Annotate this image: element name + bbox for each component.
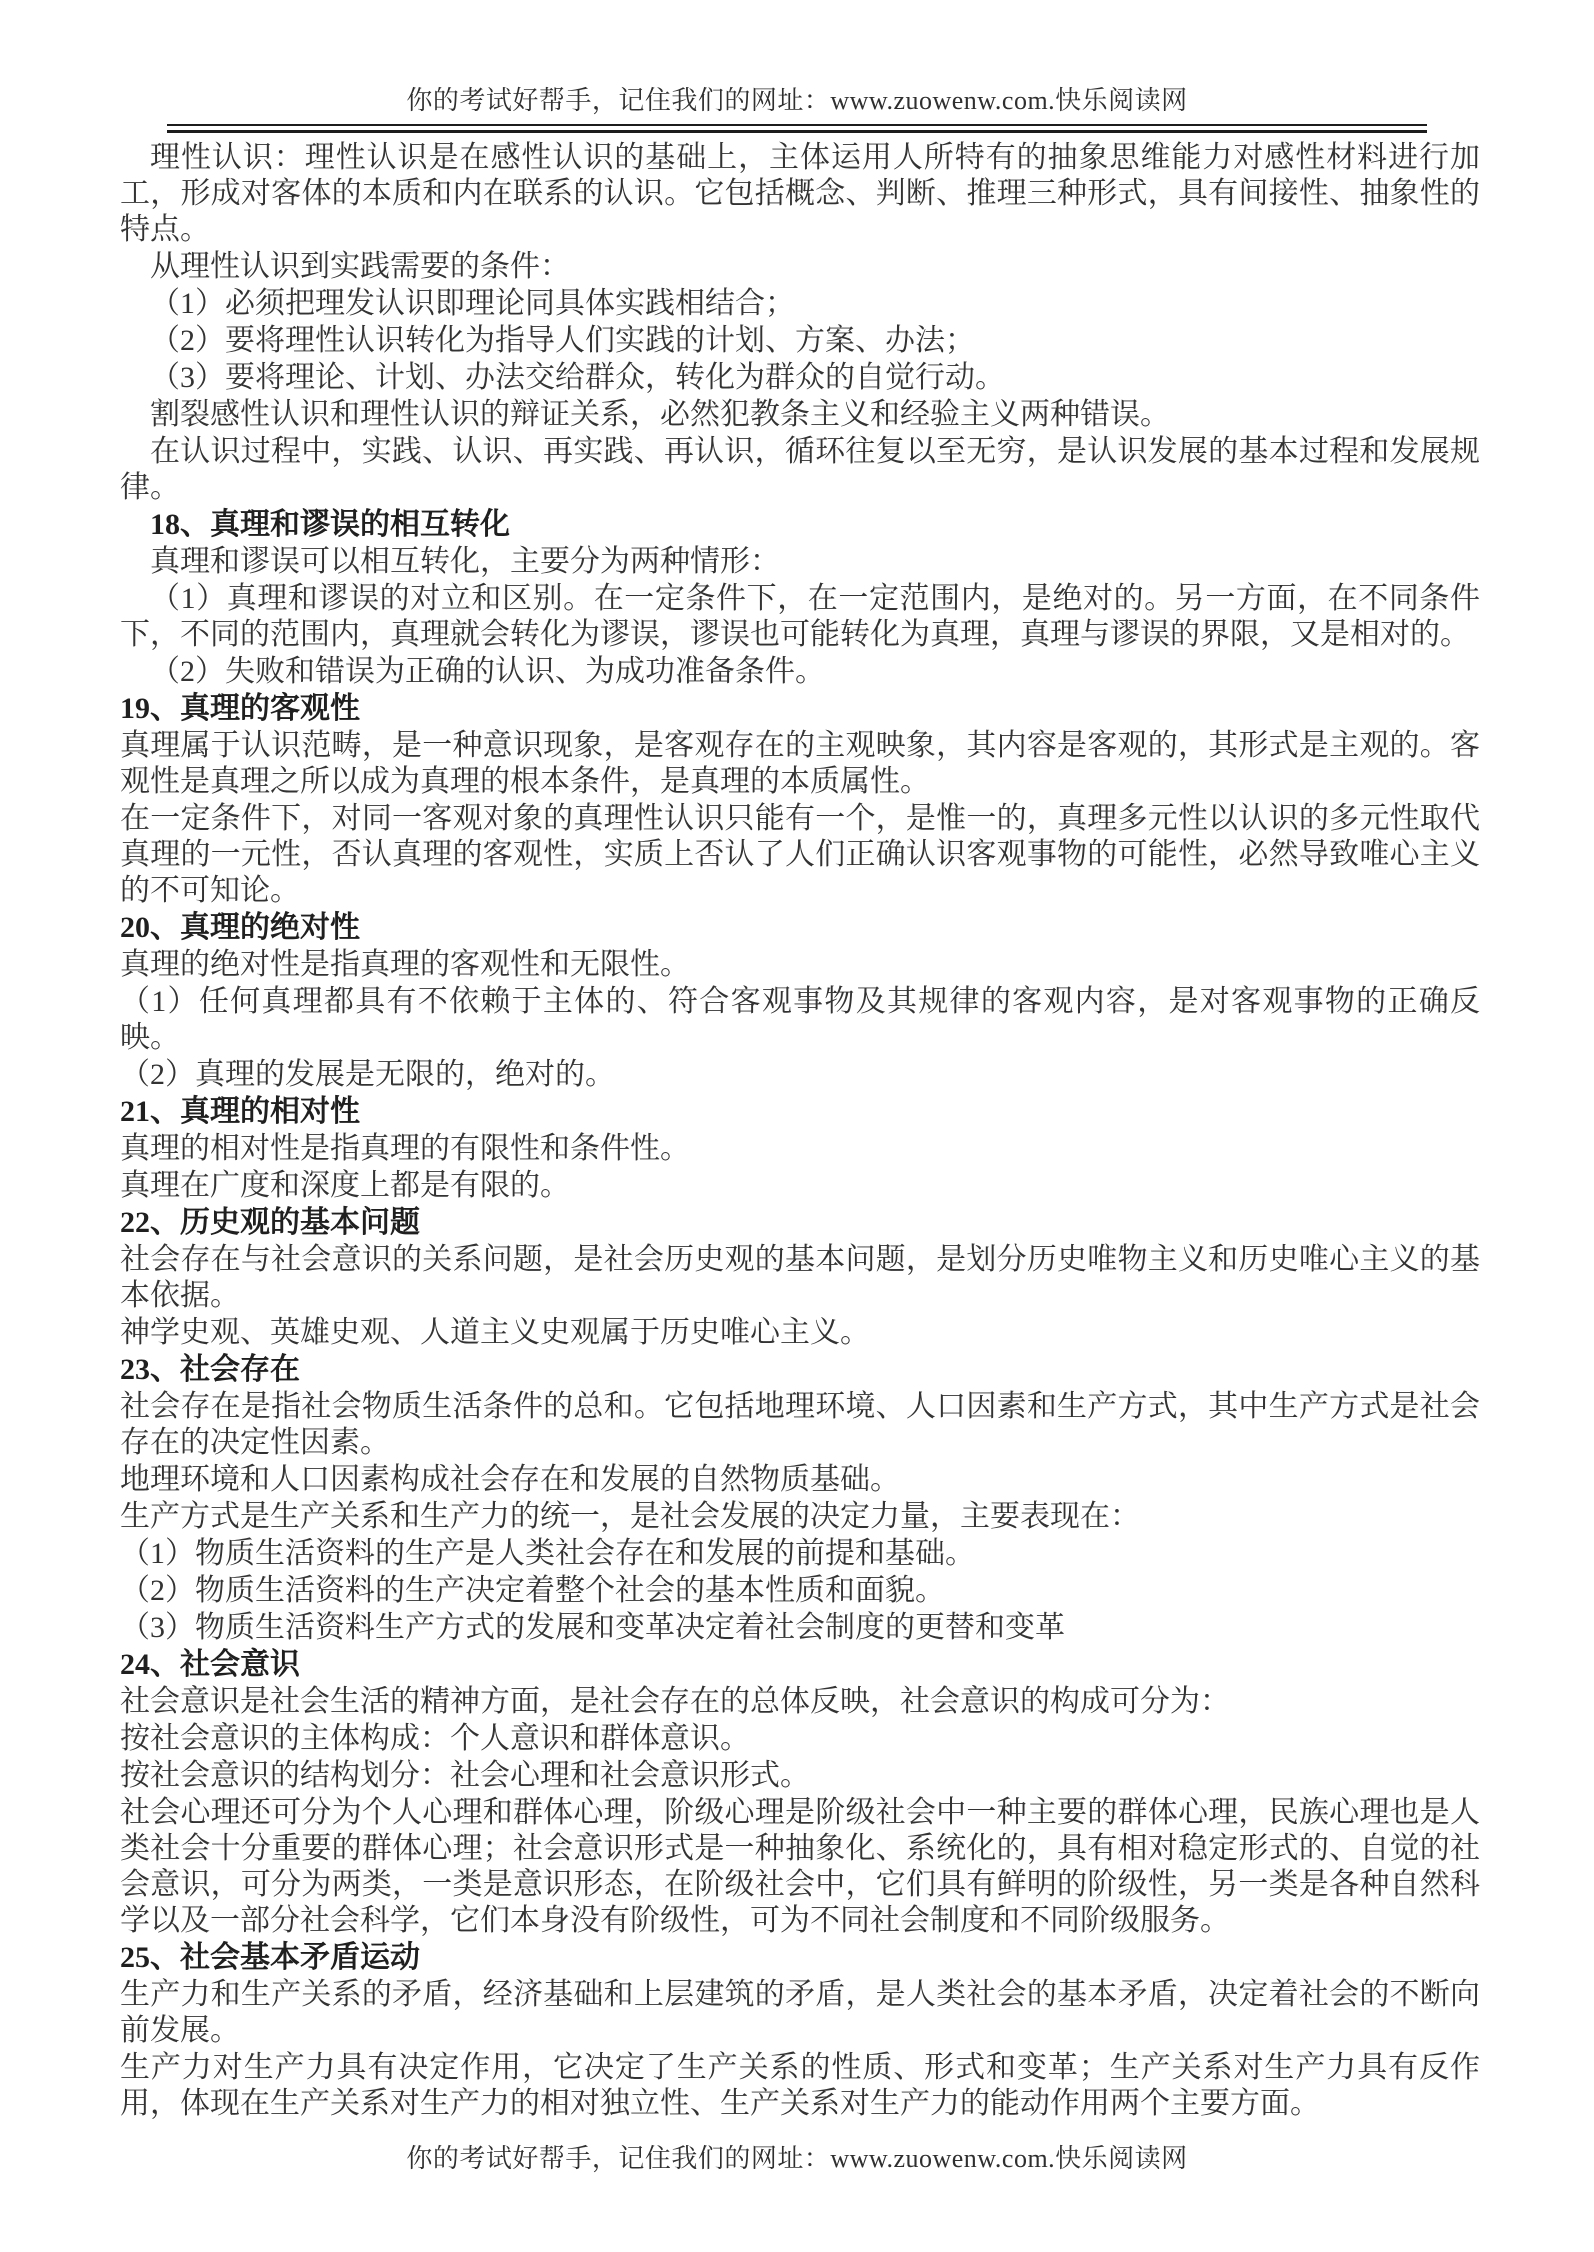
paragraph: （3）要将理论、计划、办法交给群众，转化为群众的自觉行动。	[150, 361, 1005, 394]
paragraph: 在一定条件下，对同一客观对象的真理性认识只能有一个，是惟一的，真理多元性以认识的多元性取代真理的一元性，否认真理的客观性，实质上否认了人们正确认识客观事物的可能性，必然导致唯心主义的不可知论。	[120, 802, 1480, 907]
paragraph: 按社会意识的主体构成：个人意识和群体意识。	[120, 1722, 750, 1755]
paragraph: （2）要将理性认识转化为指导人们实践的计划、方案、办法；	[150, 324, 975, 357]
footer-site-slogan: 你的考试好帮手，记住我们的网址：www.zuowenw.com.快乐阅读网	[406, 2144, 1188, 2173]
paragraph: （1）任何真理都具有不依赖于主体的、符合客观事物及其规律的客观内容，是对客观事物的正确反映。	[120, 985, 1480, 1054]
header-divider	[167, 124, 1427, 133]
paragraph: （2）失败和错误为正确的认识、为成功准备条件。	[150, 655, 825, 688]
section-heading: 25、社会基本矛盾运动	[120, 1941, 420, 1974]
paragraph: 理性认识：理性认识是在感性认识的基础上，主体运用人所特有的抽象思维能力对感性材料进行加工，形成对客体的本质和内在联系的认识。它包括概念、判断、推理三种形式，具有间接性、抽象性的特点。	[120, 141, 1480, 246]
header-site-slogan: 你的考试好帮手，记住我们的网址：www.zuowenw.com.快乐阅读网	[406, 86, 1188, 115]
section-heading: 23、社会存在	[120, 1353, 300, 1386]
section-heading: 18、真理和谬误的相互转化	[150, 508, 510, 541]
paragraph: 社会存在是指社会物质生活条件的总和。它包括地理环境、人口因素和生产方式，其中生产方式是社会存在的决定性因素。	[120, 1390, 1480, 1459]
paragraph: 按社会意识的结构划分：社会心理和社会意识形式。	[120, 1759, 810, 1792]
paragraph: （1）必须把理发认识即理论同具体实践相结合；	[150, 287, 795, 320]
page-footer	[0, 2144, 1594, 2174]
document-body	[0, 133, 1594, 2122]
paragraph: 真理的相对性是指真理的有限性和条件性。	[120, 1132, 690, 1165]
section-heading: 22、历史观的基本问题	[120, 1206, 420, 1239]
paragraph: 社会心理还可分为个人心理和群体心理，阶级心理是阶级社会中一种主要的群体心理，民族心理也是人类社会十分重要的群体心理；社会意识形式是一种抽象化、系统化的，具有相对稳定形式的、自觉的社会意识，可分为两类，一类是意识形态，在阶级社会中，它们具有鲜明的阶级性，另一类是各种自然科学以及一部分社会科学，它们本身没有阶级性，可为不同社会制度和不同阶级服务。	[120, 1796, 1480, 1937]
paragraph: （2）真理的发展是无限的，绝对的。	[120, 1058, 615, 1091]
paragraph: 在认识过程中，实践、认识、再实践、再认识，循环往复以至无穷，是认识发展的基本过程和发展规律。	[120, 435, 1480, 504]
paragraph: 生产方式是生产关系和生产力的统一，是社会发展的决定力量，主要表现在：	[120, 1500, 1140, 1533]
paragraph: 从理性认识到实践需要的条件：	[150, 250, 570, 283]
paragraph: 真理属于认识范畴，是一种意识现象，是客观存在的主观映象，其内容是客观的，其形式是主观的。客观性是真理之所以成为真理的根本条件，是真理的本质属性。	[120, 729, 1480, 798]
paragraph: 真理在广度和深度上都是有限的。	[120, 1169, 570, 1202]
section-heading: 20、真理的绝对性	[120, 911, 360, 944]
section-heading: 21、真理的相对性	[120, 1095, 360, 1128]
paragraph: （2）物质生活资料的生产决定着整个社会的基本性质和面貌。	[120, 1574, 945, 1607]
paragraph: （1）物质生活资料的生产是人类社会存在和发展的前提和基础。	[120, 1537, 975, 1570]
paragraph: 真理和谬误可以相互转化，主要分为两种情形：	[150, 545, 780, 578]
paragraph: 生产力对生产力具有决定作用，它决定了生产关系的性质、形式和变革；生产关系对生产力具有反作用，体现在生产关系对生产力的相对独立性、生产关系对生产力的能动作用两个主要方面。	[120, 2051, 1480, 2120]
section-heading: 19、真理的客观性	[120, 692, 360, 725]
section-heading: 24、社会意识	[120, 1648, 300, 1681]
page-header	[0, 0, 1594, 133]
paragraph: 生产力和生产关系的矛盾，经济基础和上层建筑的矛盾，是人类社会的基本矛盾，决定着社会的不断向前发展。	[120, 1978, 1480, 2047]
paragraph: 地理环境和人口因素构成社会存在和发展的自然物质基础。	[120, 1463, 900, 1496]
paragraph: 社会存在与社会意识的关系问题，是社会历史观的基本问题，是划分历史唯物主义和历史唯心主义的基本依据。	[120, 1243, 1480, 1312]
paragraph: 割裂感性认识和理性认识的辩证关系，必然犯教条主义和经验主义两种错误。	[150, 398, 1170, 431]
paragraph: （3）物质生活资料生产方式的发展和变革决定着社会制度的更替和变革	[120, 1611, 1065, 1644]
paragraph: 社会意识是社会生活的精神方面，是社会存在的总体反映，社会意识的构成可分为：	[120, 1685, 1230, 1718]
paragraph: 神学史观、英雄史观、人道主义史观属于历史唯心主义。	[120, 1316, 870, 1349]
paragraph: （1）真理和谬误的对立和区别。在一定条件下，在一定范围内，是绝对的。另一方面，在不同条件下，不同的范围内，真理就会转化为谬误，谬误也可能转化为真理，真理与谬误的界限，又是相对的。	[120, 582, 1480, 651]
paragraph: 真理的绝对性是指真理的客观性和无限性。	[120, 948, 690, 981]
